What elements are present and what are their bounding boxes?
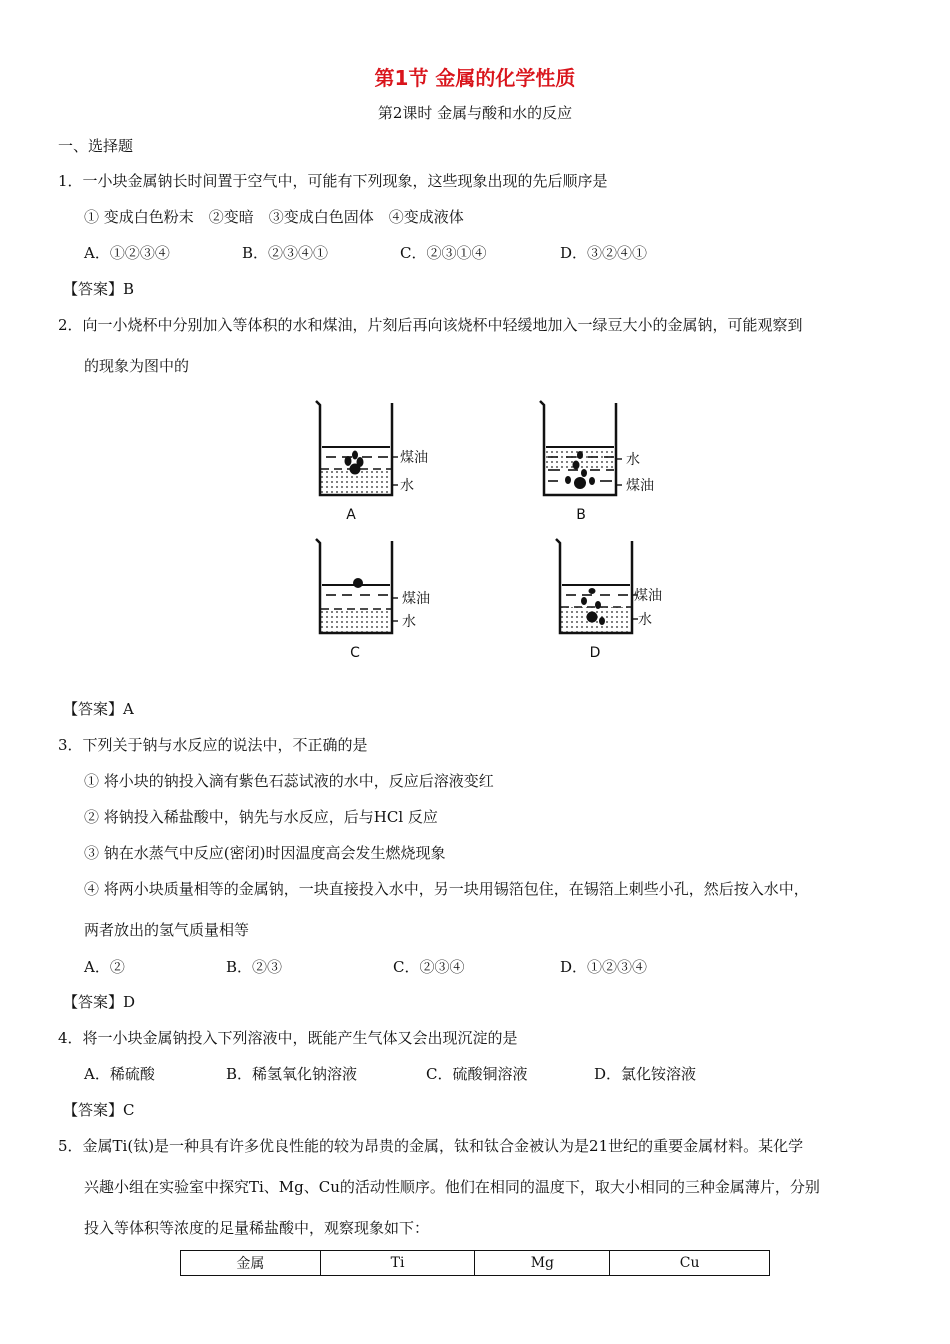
q1-option-a: A．①②③④ <box>84 244 170 262</box>
q5-line2: 兴趣小组在实验室中探究Ti、Mg、Cu的活动性顺序。他们在相同的温度下，取大小相同的三种金属薄片，分别 <box>84 1178 820 1196</box>
q1-option-b: B．②③④① <box>242 244 329 262</box>
q3-answer: 【答案】D <box>63 993 136 1011</box>
q4-option-a: A．稀硫酸 <box>84 1065 155 1083</box>
table-header-cell: Ti <box>320 1251 475 1276</box>
q3-option-b: B．②③ <box>226 958 283 976</box>
section-heading: 一、选择题 <box>58 137 134 155</box>
q2-answer: 【答案】A <box>63 700 134 718</box>
beaker-a-bottom-label: 水 <box>400 478 414 494</box>
q1-option-c: C．②③①④ <box>400 244 487 262</box>
metal-table <box>180 1250 770 1276</box>
q3-item-4-cont: 两者放出的氢气质量相等 <box>84 921 250 939</box>
beaker-a-letter: A <box>346 507 356 523</box>
q1-stem: 1．一小块金属钠长时间置于空气中，可能有下列现象，这些现象出现的先后顺序是 <box>58 172 608 190</box>
q3-item-2: ② 将钠投入稀盐酸中，钠先与水反应，后与HCl 反应 <box>84 808 438 826</box>
table-header-cell: Cu <box>610 1251 770 1276</box>
table-row <box>181 1251 770 1276</box>
beaker-a <box>316 401 428 523</box>
table-header-cell: 金属 <box>181 1251 321 1276</box>
page-subtitle: 第2课时 金属与酸和水的反应 <box>377 104 573 122</box>
q1-answer: 【答案】B <box>63 280 135 298</box>
beaker-d-bottom-label: 水 <box>638 612 652 628</box>
q1-items: ① 变成白色粉末 ②变暗 ③变成白色固体 ④变成液体 <box>84 208 464 226</box>
q3-option-d: D．①②③④ <box>560 958 648 976</box>
beaker-c-bottom-label: 水 <box>402 614 416 630</box>
q4-option-d: D．氯化铵溶液 <box>594 1065 697 1083</box>
beaker-c-top-label: 煤油 <box>402 591 430 607</box>
beaker-figure <box>300 395 680 665</box>
table-header-cell: Mg <box>475 1251 610 1276</box>
q4-option-b: B．稀氢氧化钠溶液 <box>226 1065 358 1083</box>
beaker-a-top-label: 煤油 <box>400 450 428 466</box>
beaker-d-top-label: 煤油 <box>634 588 662 604</box>
q3-item-1: ① 将小块的钠投入滴有紫色石蕊试液的水中，反应后溶液变红 <box>84 772 494 790</box>
q3-option-a: A．② <box>84 958 125 976</box>
q3-stem: 3．下列关于钠与水反应的说法中，不正确的是 <box>58 736 368 754</box>
q4-stem: 4．将一小块金属钠投入下列溶液中，既能产生气体又会出现沉淀的是 <box>58 1029 518 1047</box>
beaker-c <box>316 539 430 661</box>
q1-option-d: D．③②④① <box>560 244 648 262</box>
q3-item-3: ③ 钠在水蒸气中反应(密闭)时因温度高会发生燃烧现象 <box>84 844 446 862</box>
q2-stem-line1: 2．向一小烧杯中分别加入等体积的水和煤油，片刻后再向该烧杯中轻缓地加入一绿豆大小的金属钠，可能观察到 <box>58 316 803 334</box>
q5-line3: 投入等体积等浓度的足量稀盐酸中，观察现象如下： <box>84 1219 430 1237</box>
beaker-d-letter: D <box>589 645 601 661</box>
beaker-c-letter: C <box>350 645 360 661</box>
page-title: 第1节 金属的化学性质 <box>374 66 576 90</box>
beaker-d <box>556 539 662 661</box>
q4-option-c: C．硫酸铜溶液 <box>426 1065 528 1083</box>
q4-answer: 【答案】C <box>63 1101 135 1119</box>
q3-option-c: C．②③④ <box>393 958 465 976</box>
q3-item-4: ④ 将两小块质量相等的金属钠，一块直接投入水中，另一块用锡箔包住，在锡箔上刺些小孔，然后按入水中， <box>84 880 809 898</box>
beaker-b-top-label: 水 <box>626 452 640 468</box>
q2-stem-line2: 的现象为图中的 <box>84 357 190 375</box>
beaker-b-letter: B <box>576 507 586 523</box>
beaker-b-bottom-label: 煤油 <box>626 478 654 494</box>
q5-line1: 5．金属Ti(钛)是一种具有许多优良性能的较为昂贵的金属，钛和钛合金被认为是21世纪的重要金属材料。某化学 <box>58 1137 804 1155</box>
beaker-b <box>540 401 654 523</box>
